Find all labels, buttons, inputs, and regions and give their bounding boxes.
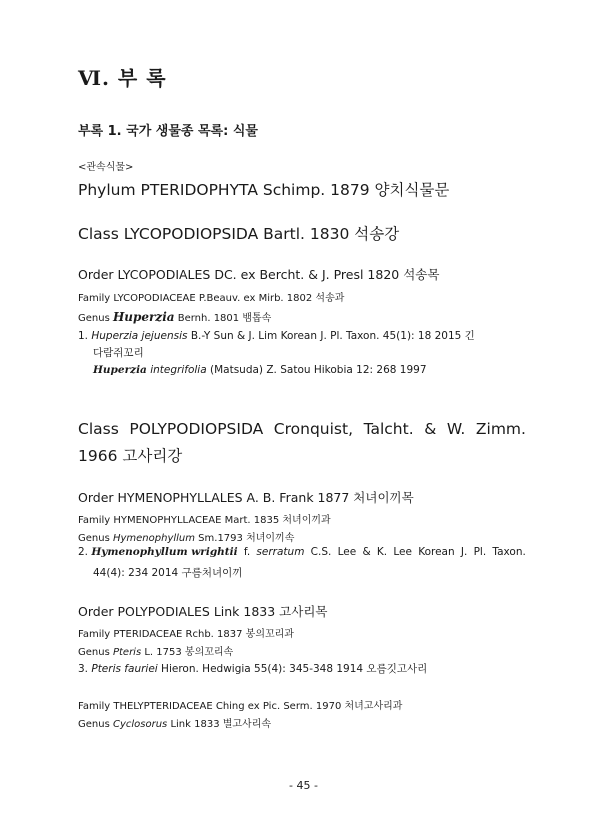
genus-hymenophyllum: Genus Hymenophyllum Sm.1793 처녀이끼속 — [78, 533, 295, 544]
species-3: 3. Pteris fauriei Hieron. Hedwigia 55(4): 345-348 1914 오름깃고사리 — [78, 663, 428, 675]
genus-pteris: Genus Pteris L. 1753 봉의꼬리속 — [78, 647, 234, 658]
order-lycopodiales: Order LYCOPODIALES DC. ex Bercht. & J. Presl 1820 석송목 — [78, 267, 440, 282]
class-polypodiopsida-line1: Class POLYPODIOPSIDA Cronquist, Talcht. & W. Zimm. — [78, 420, 526, 438]
family-lycopodiaceae: Family LYCOPODIACEAE P.Beauv. ex Mirb. 1802 석송과 — [78, 293, 345, 304]
family-thelypteridaceae: Family THELYPTERIDACEAE Ching ex Pic. Serm. 1970 처녀고사리과 — [78, 701, 403, 712]
species-2-line1: 2. Hymenophyllum wrightii f. serratum C.S. Lee & K. Lee Korean J. Pl. Taxon. — [78, 546, 526, 558]
family-hymenophyllaceae: Family HYMENOPHYLLACEAE Mart. 1835 처녀이끼과 — [78, 515, 331, 526]
order-hymenophyllales: Order HYMENOPHYLLALES A. B. Frank 1877 처녀이끼목 — [78, 490, 414, 505]
genus-huperzia: Genus Huperzia Bernh. 1801 뱀톱속 — [78, 310, 272, 324]
family-pteridaceae: Family PTERIDACEAE Rchb. 1837 봉의꼬리과 — [78, 629, 294, 640]
species-1-line1: 1. Huperzia jejuensis B.-Y Sun & J. Lim Korean J. Pl. Taxon. 45(1): 18 2015 긴 — [78, 330, 475, 342]
species-2-line2: 44(4): 234 2014 구름처녀이끼 — [93, 567, 243, 579]
genus-cyclosorus: Genus Cyclosorus Link 1833 별고사리속 — [78, 719, 272, 730]
phylum-line: Phylum PTERIDOPHYTA Schimp. 1879 양치식물문 — [78, 181, 450, 199]
appendix-title: Ⅵ. 부 록 — [78, 66, 167, 90]
species-1-line2: 다람쥐꼬리 — [93, 347, 144, 359]
class-polypodiopsida-line2: 1966 고사리강 — [78, 447, 183, 465]
section-title: 부록 1. 국가 생물종 목록: 식물 — [78, 124, 258, 139]
class-lycopodiopsida: Class LYCOPODIOPSIDA Bartl. 1830 석송강 — [78, 225, 400, 243]
species-1b: Huperzia integrifolia (Matsuda) Z. Satou Hikobia 12: 268 1997 — [93, 364, 427, 376]
group-label: <관속식물> — [78, 162, 134, 173]
order-polypodiales: Order POLYPODIALES Link 1833 고사리목 — [78, 604, 328, 619]
page-number: - 45 - — [289, 779, 318, 792]
